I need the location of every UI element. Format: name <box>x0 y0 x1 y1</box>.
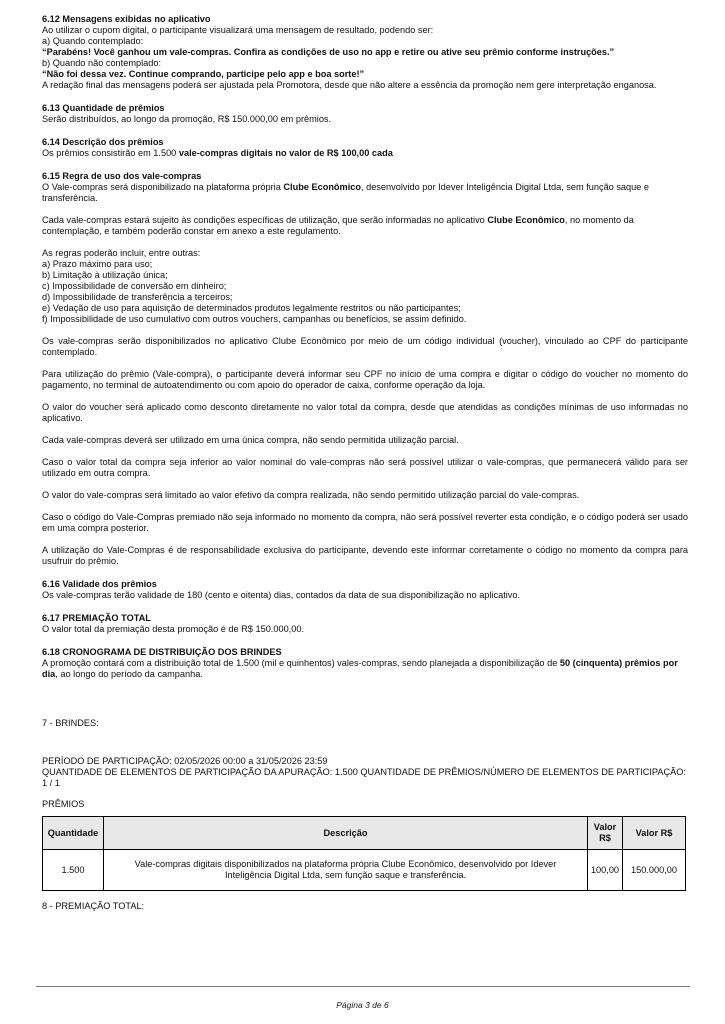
table-header-row <box>43 817 686 850</box>
text-run-bold: 50 (cinquenta) prêmios por dia <box>42 658 678 679</box>
list-item: f) Impossibilidade de uso cumulativo com outros vouchers, campanhas ou benefícios, se assim definido. <box>42 314 467 324</box>
message-not-contemplated: “Não foi dessa vez. Continue comprando, participe pelo app e boa sorte!” <box>42 69 365 79</box>
paragraph: A redação final das mensagens poderá ser ajustada pela Promotora, desde que não altere a essência da promoção nem gere interpretação enganosa. <box>42 80 657 90</box>
text-run-bold: vale-compras digitais no valor de R$ 100,00 cada <box>178 148 393 158</box>
paragraph <box>42 658 688 680</box>
paragraph: Para utilização do prêmio (Vale-compra), o participante deverá informar seu CPF no início de uma compra e digitar o código do voucher no momento do pagamento, no terminal de autoatendimento ou com apoio do operador de caixa, conforme operação da loja. <box>42 369 688 390</box>
paragraph: Os vale-compras serão disponibilizados no aplicativo Clube Econômico por meio de um código individual (voucher), vinculado ao CPF do participante contemplado. <box>42 336 688 357</box>
text-run: A promoção contará com a distribuição total de 1.500 (mil e quinhentos) vales-compras, sendo planejada a disponibilização de <box>42 658 560 668</box>
paragraph: Os vale-compras terão validade de 180 (cento e oitenta) dias, contados da data de sua disponibilização no aplicativo. <box>42 590 521 600</box>
paragraph: O valor do voucher será aplicado como desconto diretamente no valor total da compra, desde que atendidas as condições mínimas de uso informadas no aplicativo. <box>42 402 688 423</box>
section-title: 8 - PREMIAÇÃO TOTAL: <box>42 901 145 911</box>
prizes-table <box>42 816 686 891</box>
text-run: , no momento da contemplação, e também poderão constar em anexo a este regulamento. <box>42 215 634 236</box>
section-6-16 <box>42 579 688 601</box>
paragraph: Caso o código do Vale-Compras premiado não seja informado no momento da compra, não será possível reverter esta condição, e o código poderá ser usado em uma compra posterior. <box>42 512 688 533</box>
list-label: a) Quando contemplado: <box>42 36 144 46</box>
cell-quantity: 1.500 <box>43 850 104 891</box>
paragraph: Ao utilizar o cupom digital, o participante visualizará uma mensagem de resultado, podendo ser: <box>42 25 434 35</box>
section-title: 6.16 Validade dos prêmios <box>42 579 157 589</box>
paragraph: Serão distribuídos, ao longo da promoção, R$ 150.000,00 em prêmios. <box>42 114 332 124</box>
text-run: Cada vale-compras estará sujeito às condições específicas de utilização, que serão informadas no aplicativo <box>42 215 488 225</box>
section-title: 6.17 PREMIAÇÃO TOTAL <box>42 613 151 623</box>
section-8 <box>42 901 688 912</box>
text-run-bold: Clube Econômico <box>487 215 565 225</box>
section-title: 6.18 CRONOGRAMA DE DISTRIBUIÇÃO DOS BRINDES <box>42 647 282 657</box>
text-run: , ao longo do período da campanha. <box>55 669 203 679</box>
column-header: Descrição <box>104 817 588 850</box>
list-item: c) Impossibilidade de conversão em dinheiro; <box>42 281 227 291</box>
text-run: , desenvolvido por Idever Inteligência Digital Ltda, sem função saque e transferência. <box>42 182 650 203</box>
text-run-bold: Clube Econômico <box>283 182 361 192</box>
section-6-18 <box>42 647 688 680</box>
text-run: O Vale-compras será disponibilizado na plataforma própria <box>42 182 284 192</box>
prizes-label: PRÊMIOS <box>42 799 85 809</box>
list-item: d) Impossibilidade de transferência a terceiros; <box>42 292 233 302</box>
section-7 <box>42 718 688 891</box>
column-header: Quantidade <box>43 817 104 850</box>
paragraph: O valor total da premiação desta promoção é de R$ 150.000,00. <box>42 624 305 634</box>
paragraph <box>42 148 688 159</box>
text-run: Os prêmios consistirão em 1.500 <box>42 148 179 158</box>
paragraph: Cada vale-compras deverá ser utilizado em uma única compra, não sendo permitida utilização parcial. <box>42 435 459 445</box>
paragraph: Caso o valor total da compra seja inferior ao valor nominal do vale-compras não será possível utilizar o vale-compras, que permanecerá válido para ser utilizado em outra compra. <box>42 457 688 478</box>
section-title: 6.13 Quantidade de prêmios <box>42 103 165 113</box>
cell-total-value: 150.000,00 <box>623 850 686 891</box>
document-page <box>42 14 688 912</box>
cell-description: Vale-compras digitais disponibilizados na plataforma própria Clube Econômico, desenvolvido por Idever Inteligência Digital Ltda, sem função saque e transferência. <box>104 850 588 891</box>
section-6-12 <box>42 14 688 91</box>
list-item: a) Prazo máximo para uso; <box>42 259 153 269</box>
footer-divider <box>36 986 690 987</box>
list-label: b) Quando não contemplado: <box>42 58 162 68</box>
section-6-14 <box>42 137 688 159</box>
column-header: Valor R$ <box>588 817 623 850</box>
table-row <box>43 850 686 891</box>
section-title: 6.12 Mensagens exibidas no aplicativo <box>42 14 211 24</box>
quantity-line: QUANTIDADE DE ELEMENTOS DE PARTICIPAÇÃO DA APURAÇÃO: 1.500 QUANTIDADE DE PRÊMIOS/NÚMERO DE ELEMENTOS DE PARTICIPAÇÃO: 1 / 1 <box>42 767 686 788</box>
section-title: 7 - BRINDES: <box>42 718 99 728</box>
section-title: 6.15 Regra de uso dos vale-compras <box>42 171 202 181</box>
paragraph: O valor do vale-compras será limitado ao valor efetivo da compra realizada, não sendo permitido utilização parcial do vale-compras. <box>42 490 580 500</box>
rules-intro: As regras poderão incluir, entre outras: <box>42 248 201 258</box>
list-item: e) Vedação de uso para aquisição de determinados produtos legalmente restritos ou não participantes; <box>42 303 461 313</box>
paragraph: A utilização do Vale-Compras é de responsabilidade exclusiva do participante, devendo este informar corretamente o código no momento da compra para usufruir do prêmio. <box>42 545 688 566</box>
list-item: b) Limitação à utilização única; <box>42 270 168 280</box>
column-header: Valor R$ <box>623 817 686 850</box>
page-number: Página 3 de 6 <box>336 1000 389 1010</box>
section-6-13 <box>42 103 688 125</box>
message-contemplated: “Parabéns! Você ganhou um vale-compras. Confira as condições de uso no app e retire ou ative seu prêmio conforme instruções.” <box>42 47 615 57</box>
section-title: 6.14 Descrição dos prêmios <box>42 137 164 147</box>
section-6-15 <box>42 171 688 567</box>
section-6-17 <box>42 613 688 635</box>
period-line: PERÍODO DE PARTICIPAÇÃO: 02/05/2026 00:00 a 31/05/2026 23:59 <box>42 756 328 766</box>
paragraph <box>42 182 688 204</box>
cell-unit-value: 100,00 <box>588 850 623 891</box>
paragraph <box>42 215 688 237</box>
